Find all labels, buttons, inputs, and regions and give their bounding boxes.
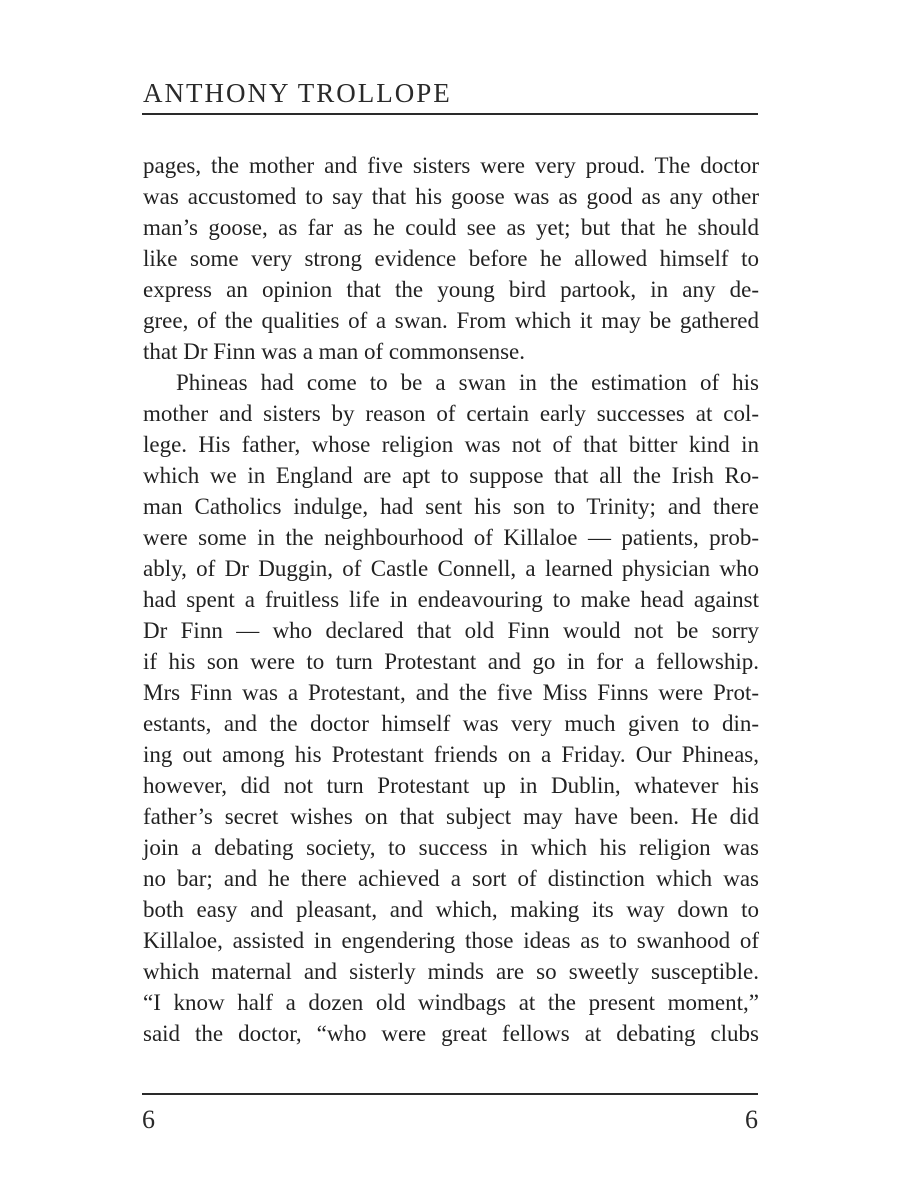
text-line: however, did not turn Protestant up in Dublin, whatever his xyxy=(143,773,759,798)
running-header-author: ANTHONY TROLLOPE xyxy=(143,78,452,108)
text-line: “I know half a dozen old windbags at the present moment,” xyxy=(143,990,759,1015)
text-line: pages, the mother and five sisters were very proud. The doctor xyxy=(143,153,759,178)
text-line: Mrs Finn was a Protestant, and the five Miss Finns were Prot- xyxy=(143,680,759,705)
text-line: were some in the neighbourhood of Killaloe — patients, prob- xyxy=(143,525,759,550)
text-line: Dr Finn — who declared that old Finn would not be sorry xyxy=(143,618,759,643)
text-line: gree, of the qualities of a swan. From which it may be gathered xyxy=(143,308,759,333)
text-line: join a debating society, to success in which his religion was xyxy=(143,835,759,860)
text-line: was accustomed to say that his goose was as good as any other xyxy=(143,184,759,209)
text-line: ing out among his Protestant friends on a Friday. Our Phineas, xyxy=(143,742,759,767)
page-number-right: 6 xyxy=(745,1105,758,1134)
page-number-left: 6 xyxy=(142,1105,155,1134)
text-line: man’s goose, as far as he could see as yet; but that he should xyxy=(143,215,759,240)
footer-rule xyxy=(142,1093,758,1095)
text-line: which maternal and sisterly minds are so sweetly susceptible. xyxy=(143,959,759,984)
text-line: if his son were to turn Protestant and go in for a fellowship. xyxy=(143,649,759,674)
text-line: express an opinion that the young bird partook, in any de- xyxy=(143,277,759,302)
text-line: had spent a fruitless life in endeavouring to make head against xyxy=(143,587,759,612)
header-rule xyxy=(142,113,758,115)
text-line: that Dr Finn was a man of commonsense. xyxy=(143,339,525,364)
text-line: both easy and pleasant, and which, making its way down to xyxy=(143,897,759,922)
text-line: no bar; and he there achieved a sort of distinction which was xyxy=(143,866,759,891)
text-line: like some very strong evidence before he allowed himself to xyxy=(143,246,759,271)
text-line: said the doctor, “who were great fellows at debating clubs xyxy=(143,1021,759,1046)
paragraph-start-line: Phineas had come to be a swan in the estimation of his xyxy=(176,370,759,395)
text-line: lege. His father, whose religion was not of that bitter kind in xyxy=(143,432,759,457)
text-line: mother and sisters by reason of certain early successes at col- xyxy=(143,401,759,426)
text-line: ably, of Dr Duggin, of Castle Connell, a learned physician who xyxy=(143,556,759,581)
text-line: estants, and the doctor himself was very much given to din- xyxy=(143,711,759,736)
text-line: man Catholics indulge, had sent his son to Trinity; and there xyxy=(143,494,759,519)
body-text xyxy=(143,150,759,1049)
text-line: which we in England are apt to suppose that all the Irish Ro- xyxy=(143,463,759,488)
text-line: Killaloe, assisted in engendering those ideas as to swanhood of xyxy=(143,928,759,953)
text-line: father’s secret wishes on that subject may have been. He did xyxy=(143,804,759,829)
